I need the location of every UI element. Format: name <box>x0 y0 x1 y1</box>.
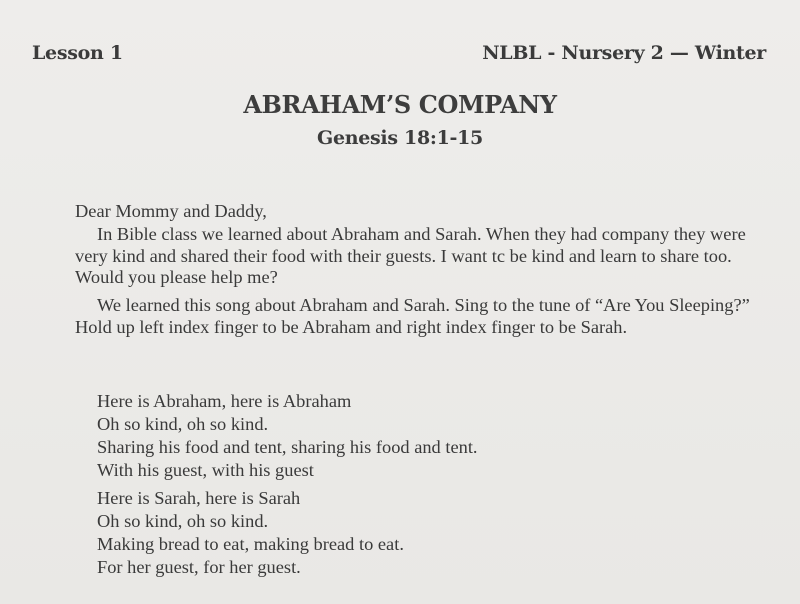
letter-paragraph-2: We learned this song about Abraham and Sarah. Sing to the tune of “Are You Sleeping?” Hold up left index finger to be Abraham and right index finger to be Sarah. <box>75 295 750 337</box>
song-verse-2 <box>97 487 404 579</box>
song-verse-1 <box>97 390 478 482</box>
verse-line: For her guest, for her guest. <box>97 557 301 577</box>
letter-body <box>75 201 755 345</box>
verse-line: Oh so kind, oh so kind. <box>97 414 269 434</box>
page-title: ABRAHAM’S COMPANY <box>243 90 557 119</box>
verse-line: With his guest, with his guest <box>97 460 314 480</box>
verse-line: Oh so kind, oh so kind. <box>97 511 269 531</box>
series-label: NLBL - Nursery 2 — Winter <box>482 42 766 64</box>
verse-line: Here is Sarah, here is Sarah <box>97 488 301 508</box>
verse-line: Here is Abraham, here is Abraham <box>97 391 352 411</box>
verse-line: Making bread to eat, making bread to eat. <box>97 534 404 554</box>
letter-paragraph-1: In Bible class we learned about Abraham and Sarah. When they had company they were very kind and shared their food with their guests. I want tc be kind and learn to share too. Would you please help me? <box>75 223 746 288</box>
lesson-label: Lesson 1 <box>32 42 123 64</box>
verse-line: Sharing his food and tent, sharing his food and tent. <box>97 437 478 457</box>
scripture-reference: Genesis 18:1-15 <box>317 127 483 149</box>
letter-greeting: Dear Mommy and Daddy, <box>75 201 267 221</box>
